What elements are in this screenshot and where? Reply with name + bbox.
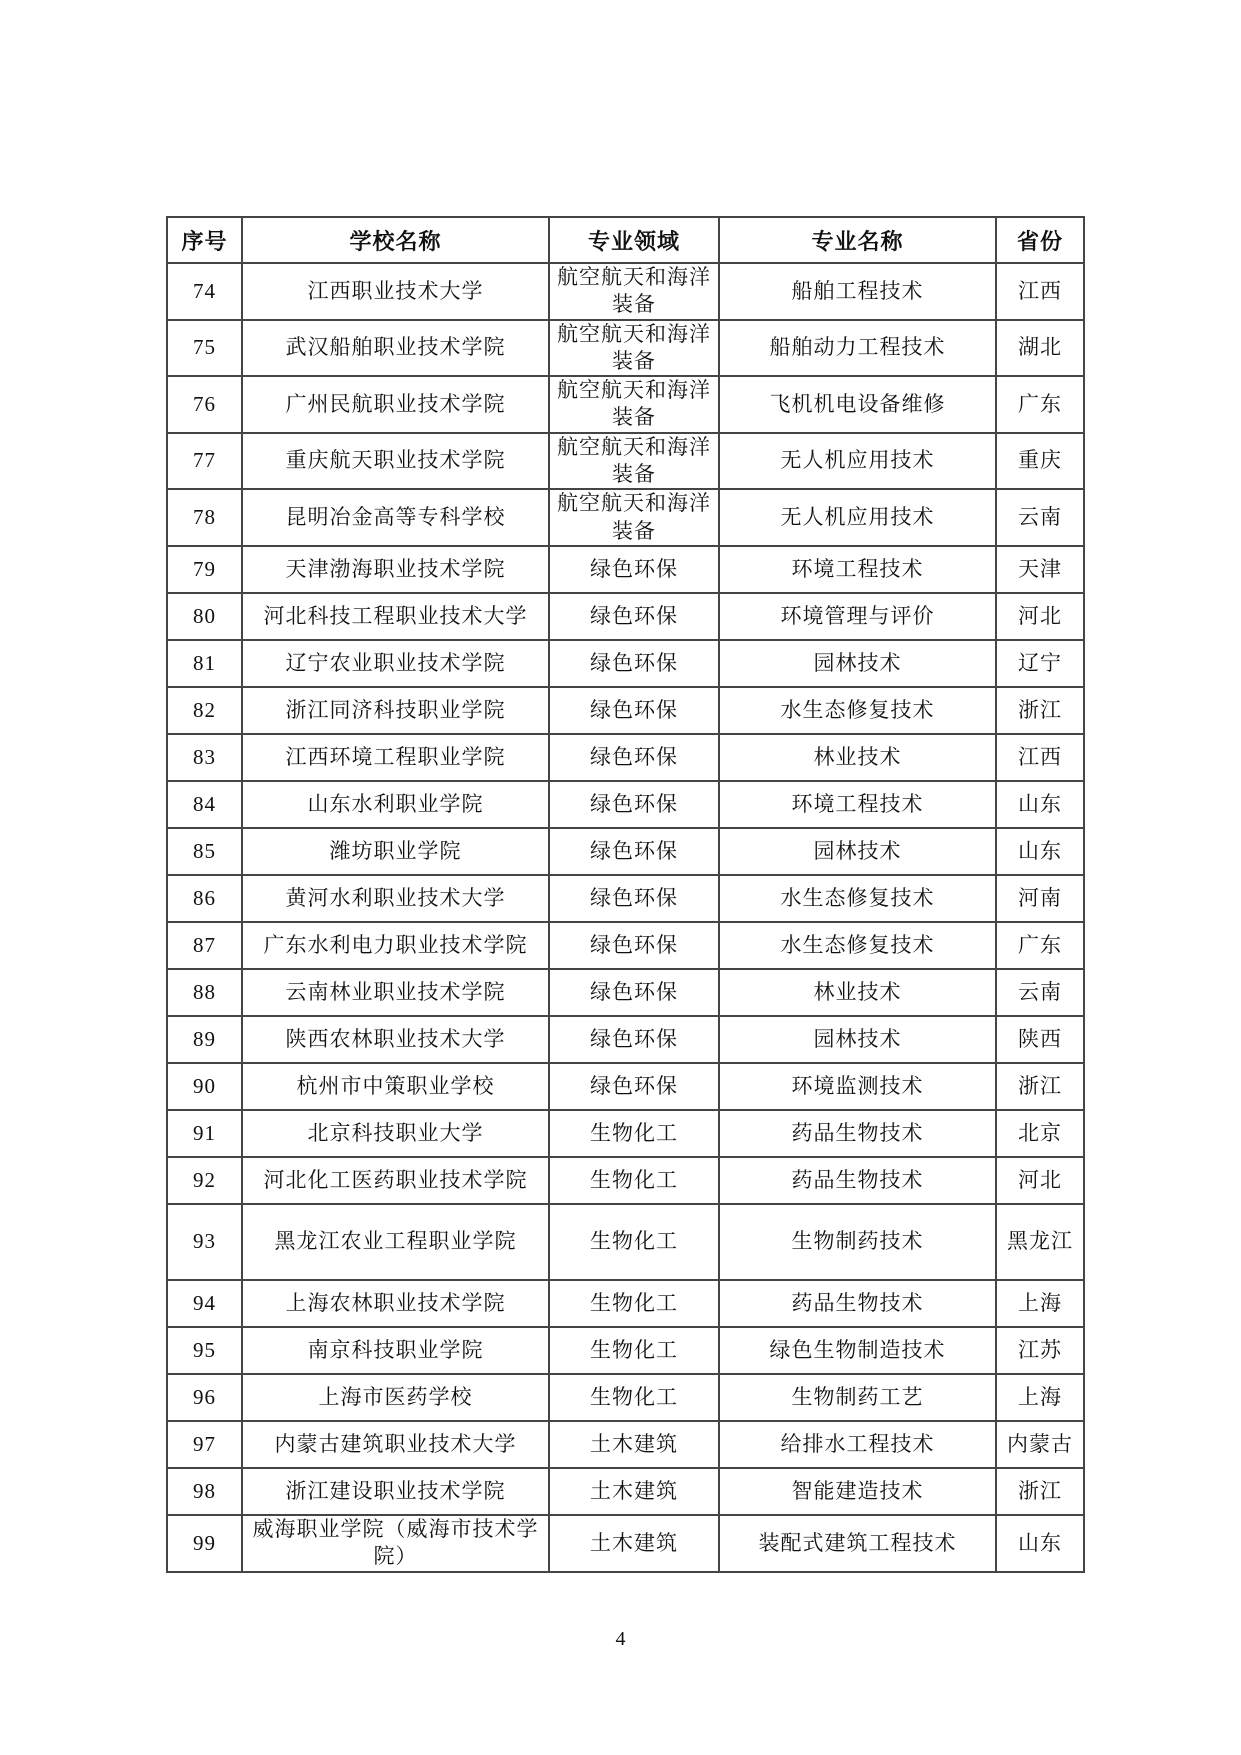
- cell-no: 77: [167, 433, 242, 490]
- page-number: 4: [615, 1628, 626, 1650]
- table-row: [167, 1374, 1084, 1421]
- cell-school: 上海市医药学校: [242, 1374, 549, 1421]
- cell-no: 97: [167, 1421, 242, 1468]
- cell-school: 辽宁农业职业技术学院: [242, 640, 549, 687]
- cell-province: 陕西: [996, 1016, 1084, 1063]
- cell-province: 浙江: [996, 1063, 1084, 1110]
- table-body: [167, 263, 1084, 1572]
- cell-school: 威海职业学院（威海市技术学院）: [242, 1515, 549, 1572]
- cell-no: 91: [167, 1110, 242, 1157]
- cell-major: 装配式建筑工程技术: [719, 1515, 996, 1572]
- cell-school: 南京科技职业学院: [242, 1327, 549, 1374]
- cell-field: 土木建筑: [549, 1515, 719, 1572]
- cell-province: 广东: [996, 376, 1084, 433]
- table-row: [167, 1280, 1084, 1327]
- cell-major: 水生态修复技术: [719, 875, 996, 922]
- cell-field: 航空航天和海洋装备: [549, 263, 719, 320]
- cell-no: 82: [167, 687, 242, 734]
- cell-field: 土木建筑: [549, 1421, 719, 1468]
- table-row: [167, 1204, 1084, 1280]
- cell-school: 河北科技工程职业技术大学: [242, 593, 549, 640]
- cell-no: 78: [167, 489, 242, 546]
- cell-major: 水生态修复技术: [719, 687, 996, 734]
- cell-major: 环境管理与评价: [719, 593, 996, 640]
- cell-major: 飞机机电设备维修: [719, 376, 996, 433]
- cell-school: 天津渤海职业技术学院: [242, 546, 549, 593]
- cell-province: 天津: [996, 546, 1084, 593]
- cell-school: 武汉船舶职业技术学院: [242, 320, 549, 377]
- cell-school: 潍坊职业学院: [242, 828, 549, 875]
- cell-no: 83: [167, 734, 242, 781]
- cell-field: 航空航天和海洋装备: [549, 376, 719, 433]
- cell-major: 生物制药工艺: [719, 1374, 996, 1421]
- cell-field: 绿色环保: [549, 828, 719, 875]
- cell-province: 黑龙江: [996, 1204, 1084, 1280]
- table-row: [167, 1515, 1084, 1572]
- cell-no: 92: [167, 1157, 242, 1204]
- cell-province: 浙江: [996, 687, 1084, 734]
- cell-province: 河南: [996, 875, 1084, 922]
- cell-field: 绿色环保: [549, 640, 719, 687]
- school-major-table: [166, 216, 1085, 1573]
- cell-major: 园林技术: [719, 1016, 996, 1063]
- cell-no: 80: [167, 593, 242, 640]
- cell-school: 内蒙古建筑职业技术大学: [242, 1421, 549, 1468]
- cell-field: 航空航天和海洋装备: [549, 433, 719, 490]
- cell-no: 74: [167, 263, 242, 320]
- header-school: 学校名称: [242, 217, 549, 263]
- cell-major: 绿色生物制造技术: [719, 1327, 996, 1374]
- cell-province: 江苏: [996, 1327, 1084, 1374]
- cell-province: 云南: [996, 489, 1084, 546]
- cell-school: 山东水利职业学院: [242, 781, 549, 828]
- cell-school: 昆明冶金高等专科学校: [242, 489, 549, 546]
- cell-major: 药品生物技术: [719, 1280, 996, 1327]
- cell-field: 生物化工: [549, 1204, 719, 1280]
- cell-field: 生物化工: [549, 1327, 719, 1374]
- cell-no: 88: [167, 969, 242, 1016]
- table-row: [167, 1016, 1084, 1063]
- cell-no: 84: [167, 781, 242, 828]
- cell-school: 黑龙江农业工程职业学院: [242, 1204, 549, 1280]
- cell-school: 广州民航职业技术学院: [242, 376, 549, 433]
- cell-school: 重庆航天职业技术学院: [242, 433, 549, 490]
- cell-major: 无人机应用技术: [719, 433, 996, 490]
- table-row: [167, 376, 1084, 433]
- table-row: [167, 828, 1084, 875]
- cell-no: 90: [167, 1063, 242, 1110]
- cell-province: 湖北: [996, 320, 1084, 377]
- table-header: [167, 217, 1084, 263]
- table-row: [167, 263, 1084, 320]
- cell-no: 87: [167, 922, 242, 969]
- cell-no: 96: [167, 1374, 242, 1421]
- cell-province: 辽宁: [996, 640, 1084, 687]
- cell-school: 上海农林职业技术学院: [242, 1280, 549, 1327]
- table-row: [167, 1157, 1084, 1204]
- table-row: [167, 734, 1084, 781]
- header-field: 专业领域: [549, 217, 719, 263]
- cell-province: 河北: [996, 593, 1084, 640]
- cell-major: 药品生物技术: [719, 1110, 996, 1157]
- cell-province: 山东: [996, 1515, 1084, 1572]
- cell-no: 85: [167, 828, 242, 875]
- cell-school: 北京科技职业大学: [242, 1110, 549, 1157]
- cell-province: 山东: [996, 828, 1084, 875]
- table-row: [167, 546, 1084, 593]
- cell-field: 绿色环保: [549, 781, 719, 828]
- cell-field: 航空航天和海洋装备: [549, 320, 719, 377]
- cell-major: 无人机应用技术: [719, 489, 996, 546]
- cell-field: 绿色环保: [549, 875, 719, 922]
- cell-school: 陕西农林职业技术大学: [242, 1016, 549, 1063]
- header-no: 序号: [167, 217, 242, 263]
- table-row: [167, 687, 1084, 734]
- cell-major: 船舶动力工程技术: [719, 320, 996, 377]
- header-province: 省份: [996, 217, 1084, 263]
- cell-field: 绿色环保: [549, 546, 719, 593]
- cell-field: 绿色环保: [549, 687, 719, 734]
- table-row: [167, 1063, 1084, 1110]
- cell-province: 河北: [996, 1157, 1084, 1204]
- cell-no: 79: [167, 546, 242, 593]
- cell-major: 园林技术: [719, 828, 996, 875]
- cell-province: 浙江: [996, 1468, 1084, 1515]
- table-row: [167, 640, 1084, 687]
- cell-field: 生物化工: [549, 1280, 719, 1327]
- cell-no: 94: [167, 1280, 242, 1327]
- table-row: [167, 969, 1084, 1016]
- table-row: [167, 1421, 1084, 1468]
- cell-no: 95: [167, 1327, 242, 1374]
- cell-province: 上海: [996, 1280, 1084, 1327]
- cell-field: 绿色环保: [549, 593, 719, 640]
- table-row: [167, 922, 1084, 969]
- cell-province: 北京: [996, 1110, 1084, 1157]
- table-row: [167, 1327, 1084, 1374]
- cell-school: 河北化工医药职业技术学院: [242, 1157, 549, 1204]
- cell-field: 生物化工: [549, 1110, 719, 1157]
- cell-no: 76: [167, 376, 242, 433]
- cell-no: 99: [167, 1515, 242, 1572]
- cell-no: 75: [167, 320, 242, 377]
- cell-school: 江西环境工程职业学院: [242, 734, 549, 781]
- cell-province: 广东: [996, 922, 1084, 969]
- cell-field: 生物化工: [549, 1157, 719, 1204]
- header-row: [167, 217, 1084, 263]
- table-row: [167, 1110, 1084, 1157]
- cell-field: 绿色环保: [549, 922, 719, 969]
- cell-province: 山东: [996, 781, 1084, 828]
- table-row: [167, 593, 1084, 640]
- cell-field: 绿色环保: [549, 1016, 719, 1063]
- table-row: [167, 1468, 1084, 1515]
- cell-major: 园林技术: [719, 640, 996, 687]
- cell-province: 江西: [996, 734, 1084, 781]
- cell-school: 浙江同济科技职业学院: [242, 687, 549, 734]
- cell-no: 86: [167, 875, 242, 922]
- cell-major: 药品生物技术: [719, 1157, 996, 1204]
- cell-major: 水生态修复技术: [719, 922, 996, 969]
- cell-major: 林业技术: [719, 734, 996, 781]
- cell-field: 土木建筑: [549, 1468, 719, 1515]
- table-row: [167, 781, 1084, 828]
- cell-major: 林业技术: [719, 969, 996, 1016]
- cell-field: 绿色环保: [549, 734, 719, 781]
- header-major: 专业名称: [719, 217, 996, 263]
- cell-school: 云南林业职业技术学院: [242, 969, 549, 1016]
- table-row: [167, 320, 1084, 377]
- cell-major: 生物制药技术: [719, 1204, 996, 1280]
- cell-school: 广东水利电力职业技术学院: [242, 922, 549, 969]
- cell-school: 江西职业技术大学: [242, 263, 549, 320]
- cell-province: 上海: [996, 1374, 1084, 1421]
- cell-school: 杭州市中策职业学校: [242, 1063, 549, 1110]
- table-row: [167, 433, 1084, 490]
- cell-province: 内蒙古: [996, 1421, 1084, 1468]
- cell-field: 生物化工: [549, 1374, 719, 1421]
- cell-no: 93: [167, 1204, 242, 1280]
- cell-field: 航空航天和海洋装备: [549, 489, 719, 546]
- cell-province: 江西: [996, 263, 1084, 320]
- cell-province: 云南: [996, 969, 1084, 1016]
- cell-major: 给排水工程技术: [719, 1421, 996, 1468]
- cell-school: 黄河水利职业技术大学: [242, 875, 549, 922]
- cell-province: 重庆: [996, 433, 1084, 490]
- cell-major: 环境工程技术: [719, 546, 996, 593]
- cell-no: 81: [167, 640, 242, 687]
- cell-major: 环境工程技术: [719, 781, 996, 828]
- cell-major: 智能建造技术: [719, 1468, 996, 1515]
- cell-field: 绿色环保: [549, 969, 719, 1016]
- table-row: [167, 875, 1084, 922]
- cell-no: 98: [167, 1468, 242, 1515]
- cell-no: 89: [167, 1016, 242, 1063]
- cell-major: 船舶工程技术: [719, 263, 996, 320]
- cell-school: 浙江建设职业技术学院: [242, 1468, 549, 1515]
- cell-field: 绿色环保: [549, 1063, 719, 1110]
- cell-major: 环境监测技术: [719, 1063, 996, 1110]
- table-row: [167, 489, 1084, 546]
